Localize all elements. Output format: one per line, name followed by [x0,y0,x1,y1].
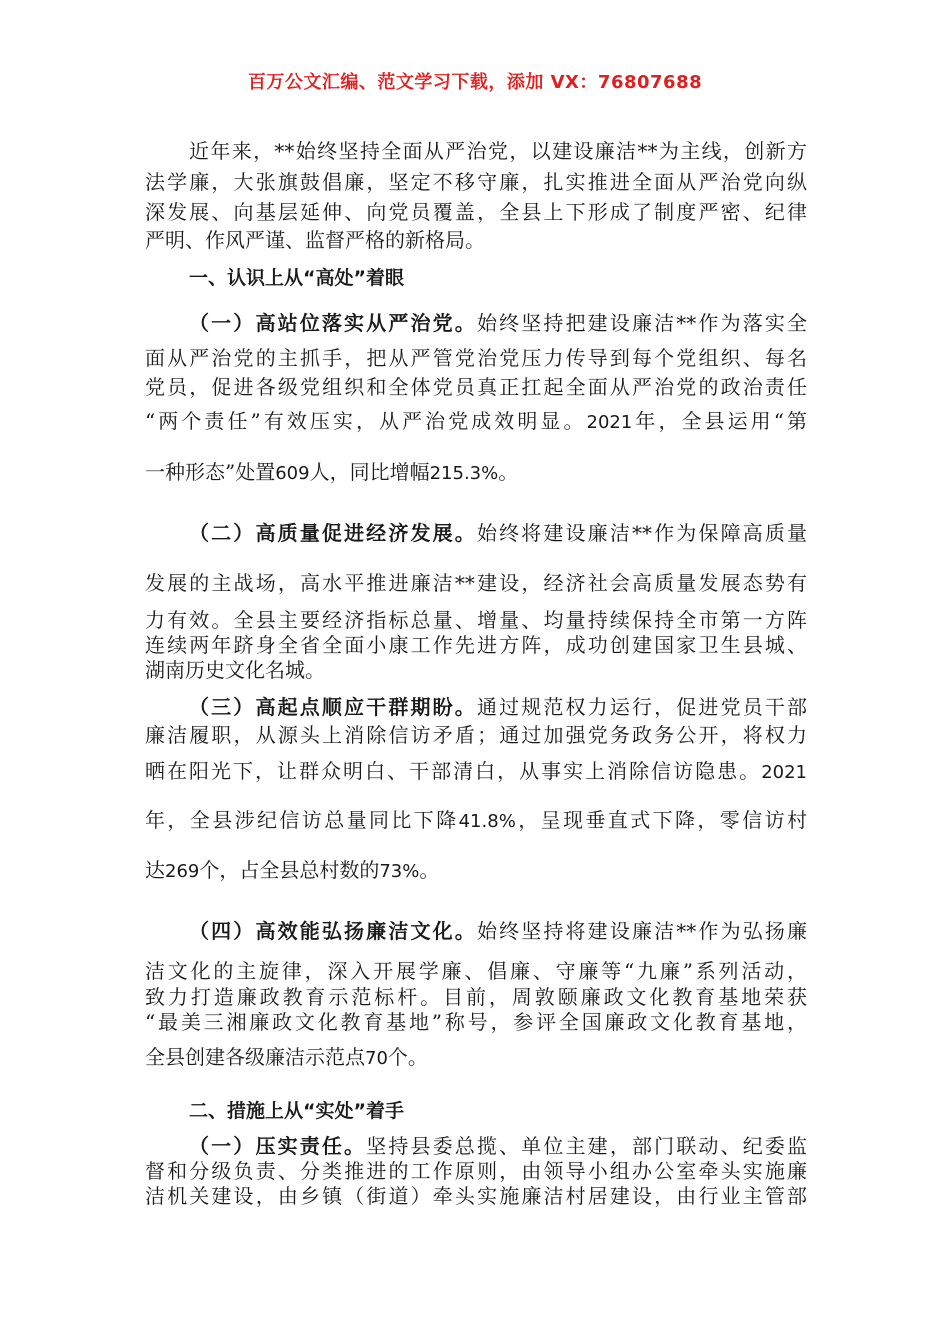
s1-p3-l4b: ，呈现垂直式下降，零信访村 [515,808,807,832]
s1-p1-lead: （一）高站位落实从严治党。 [189,311,477,335]
s1-p2-line-3: 力有效。全县主要经济指标总量、增量、均量持续保持全市第一方阵 [145,608,807,632]
s1-p2-line-2: 发展的主战场，高水平推进廉洁**建设，经济社会高质量发展态势有 [145,571,807,595]
s2-p1-text: 坚持县委总揽、单位主建，部门联动、纪委监 [366,1134,807,1158]
s1-p3-line-2: 廉洁履职，从源头上消除信访矛盾；通过加强党务政务公开，将权力 [145,723,807,747]
s1-p3-l3a: 晒在阳光下，让群众明白、干部清白，从事实上消除信访隐患。 [145,759,762,783]
s1-p1-l4a: “两个责任”有效压实，从严治党成效明显。 [145,409,587,433]
s1-p1-l4b: 年，全县运用“第 [632,409,807,433]
intro-line-4: 严明、作风严谨、监督严格的新格局。 [145,228,485,252]
s1-p4-line-4: “最美三湘廉政文化教育基地”称号，参评全国廉政文化教育基地， [145,1010,807,1034]
s1-p4-lead: （四）高效能弘扬廉洁文化。 [189,919,477,943]
s1-p1-year: 2021 [586,412,633,433]
s1-p1-l5c: 。 [498,460,519,484]
s1-p4-line-2: 洁文化的主旋律，深入开展学廉、倡廉、守廉等“九廉”系列活动， [145,959,807,983]
s1-p4-l5a: 全县创建各级廉洁示范点 [145,1045,365,1069]
s1-p2-lead: （二）高质量促进经济发展。 [189,521,477,545]
s1-p2-line-4: 连续两年跻身全省全面小康工作先进方阵，成功创建国家卫生县城、 [145,633,807,657]
s1-p1-l5a: 一种形态”处置 [145,460,276,484]
s1-p1-line-5 [145,459,807,487]
s1-p3-pct: 41.8% [458,811,516,832]
s1-p2-line-1 [189,520,807,546]
s1-p4-text: 始终坚持将建设廉洁**作为弘扬廉 [476,919,807,943]
s1-p3-l5c: 。 [419,858,440,882]
s1-p3-line-1 [189,694,807,720]
s1-p1-text: 始终坚持把建设廉洁**作为落实全 [476,311,807,335]
s1-p4-line-3: 致力打造廉政教育示范标杆。目前，周敦颐廉政文化教育基地荣获 [145,985,807,1009]
s1-p1-line-4 [145,408,807,436]
s1-p4-count: 70 [365,1048,388,1069]
s1-p4-line-5 [145,1044,807,1072]
s2-p1-line-3: 洁机关建设，由乡镇（街道）牵头实施廉洁村居建设，由行业主管部 [145,1184,807,1208]
s1-p3-text: 通过规范权力运行，促进党员干部 [476,695,807,719]
s1-p3-line-4 [145,807,807,835]
s1-p3-l4a: 年，全县涉纪信访总量同比下降 [145,808,459,832]
s1-p1-pct: 215.3% [429,463,499,484]
intro-line-3: 深发展、向基层延伸、向党员覆盖，全县上下形成了制度严密、纪律 [145,200,807,224]
s1-p3-share: 73% [379,861,420,882]
s1-p1-line-2: 面从严治党的主抓手，把从严管党治党压力传导到每个党组织、每名 [145,346,807,370]
s1-p1-line-1 [189,310,807,336]
section-1-heading: 一、认识上从“高处”着眼 [189,267,404,289]
s1-p1-count: 609 [275,463,310,484]
s2-p1-lead: （一）压实责任。 [189,1134,367,1158]
s1-p3-l5a: 达 [145,858,165,882]
s1-p3-l5b: 个，占全县总村数的 [199,858,380,882]
s2-p1-line-2: 督和分级负责、分类推进的工作原则，由领导小组办公室牵头实施廉 [145,1159,807,1183]
s2-p1-line-1 [189,1133,807,1159]
intro-line-1: 近年来，**始终坚持全面从严治党，以建设廉洁**为主线，创新方 [189,139,807,163]
s1-p4-line-1 [189,918,807,944]
s1-p4-l5b: 个。 [387,1045,428,1069]
s1-p3-line-5 [145,857,807,885]
s1-p1-l5b: 人，同比增幅 [309,460,430,484]
s1-p3-lead: （三）高起点顺应干群期盼。 [189,695,477,719]
intro-line-2: 法学廉，大张旗鼓倡廉，坚定不移守廉，扎实推进全面从严治党向纵 [145,170,807,194]
section-2-heading: 二、措施上从“实处”着手 [189,1100,404,1122]
s1-p2-text: 始终将建设廉洁**作为保障高质量 [476,521,807,545]
watermark-header: 百万公文汇编、范文学习下载，添加 VX：76807688 [247,72,703,93]
s1-p1-line-3: 党员，促进各级党组织和全体党员真正扛起全面从严治党的政治责任 [145,375,807,399]
s1-p3-line-3 [145,758,807,786]
s1-p2-line-5: 湖南历史文化名城。 [145,658,325,682]
s1-p3-year: 2021 [761,762,807,783]
s1-p3-count: 269 [165,861,200,882]
